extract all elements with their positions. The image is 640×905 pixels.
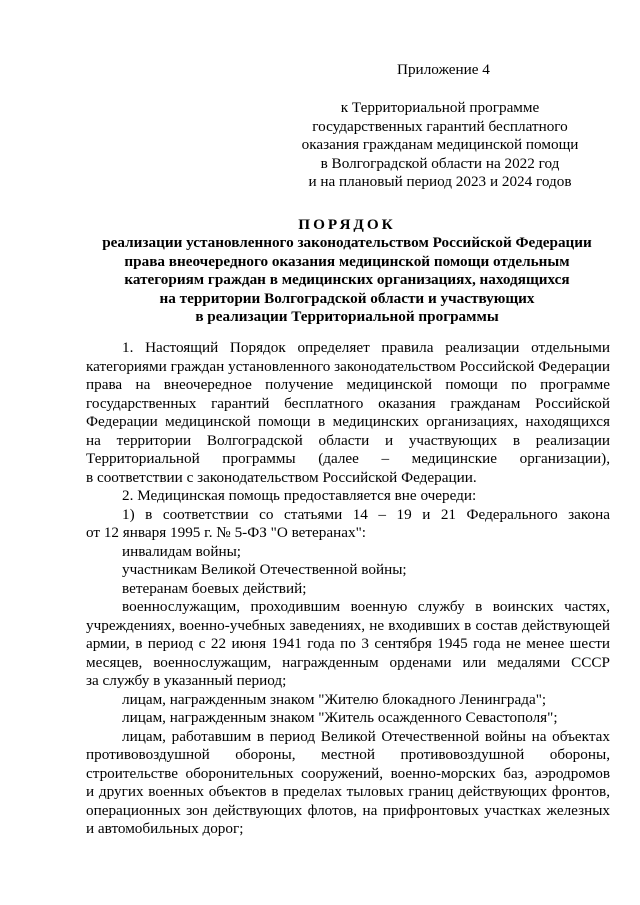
paragraph-line: учреждениях, военно-учебных заведениях, не входивших в состав действующей [86, 616, 610, 634]
paragraph-line: в соответствии с законодательством Российской Федерации. [86, 468, 477, 486]
appendix-line: государственных гарантий бесплатного [312, 117, 568, 135]
paragraph-line: 1) в соответствии со статьями 14 – 19 и 21 Федерального закона [122, 505, 610, 523]
paragraph-line: противовоздушной обороны, местной противовоздушной обороны, [86, 746, 610, 763]
subtitle-line: категориям граждан в медицинских организациях, находящихся [124, 271, 570, 288]
appendix-reference [298, 99, 582, 192]
document-title: ПОРЯДОК [298, 216, 396, 233]
paragraph-line: армии, в период с 22 июня 1941 года по 3 сентября 1945 года не менее шести [86, 635, 610, 652]
list-item: участникам Великой Отечественной войны; [122, 561, 407, 578]
paragraph-line: лицам, работавшим в период Великой Отечественной войны на объектах [122, 727, 610, 745]
document-subtitle [100, 234, 594, 327]
paragraph-line: Территориальной программы (далее – медицинские организации), [86, 450, 610, 467]
subtitle-line: права внеочередного оказания медицинской помощи отдельным [124, 252, 570, 270]
list-item: инвалидам войны; [122, 542, 242, 560]
paragraph-line: и других военных объектов в пределах тыловых границ действующих фронтов, [86, 783, 610, 800]
paragraph-line: и автомобильных дорог; [86, 820, 244, 837]
appendix-line: в Волгоградской области на 2022 год [320, 154, 560, 172]
paragraph-line: за службу в указанный период; [86, 672, 287, 689]
paragraph-line: месяцев, военнослужащим, награжденным орденами или медалями СССР [86, 653, 610, 671]
appendix-line: оказания гражданам медицинской помощи [301, 136, 579, 153]
paragraph-line: 1. Настоящий Порядок определяет правила реализации отдельными [122, 339, 610, 356]
appendix-line: и на плановый период 2023 и 2024 годов [308, 173, 572, 190]
paragraph-line: операционных зон действующих флотов, на прифронтовых участках железных [86, 801, 610, 819]
subtitle-line: на территории Волгоградской области и участвующих [159, 289, 535, 307]
paragraph-line: строительстве оборонительных сооружений, военно-морских баз, аэродромов [86, 764, 610, 782]
list-item: лицам, награжденным знаком "Жителю блокадного Ленинграда"; [122, 690, 547, 708]
paragraph-line: на территории Волгоградской области и участвующих в реализации [86, 431, 610, 449]
appendix-label: Приложение 4 [397, 61, 490, 78]
subtitle-line: реализации установленного законодательством Российской Федерации [102, 234, 592, 251]
list-item: лицам, награжденным знаком "Житель осажденного Севастополя"; [122, 709, 558, 726]
paragraph-line: Федерации медицинской помощи в медицинских организациях, находящихся [86, 413, 610, 430]
paragraph-line: от 12 января 1995 г. № 5-ФЗ "О ветеранах": [86, 524, 367, 541]
paragraph-line: права на внеочередное получение медицинской помощи по программе [86, 376, 610, 393]
appendix-line: к Территориальной программе [340, 99, 540, 116]
list-item: ветеранам боевых действий; [122, 579, 307, 597]
paragraph-line: категориями граждан установленного законодательством Российской Федерации [86, 357, 610, 375]
paragraph-line: 2. Медицинская помощь предоставляется вне очереди: [122, 487, 477, 504]
subtitle-line: в реализации Территориальной программы [195, 308, 499, 325]
paragraph-line: военнослужащим, проходившим военную службу в воинских частях, [122, 598, 610, 615]
paragraph-line: государственных гарантий бесплатного оказания гражданам Российской [86, 394, 610, 412]
document-body [86, 339, 610, 839]
